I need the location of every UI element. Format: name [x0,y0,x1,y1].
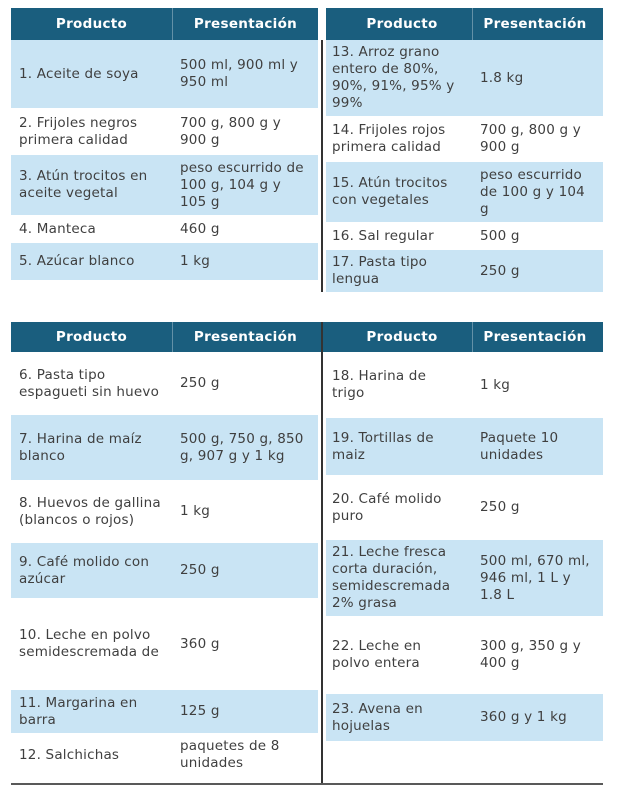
column-header-producto: Producto [366,329,438,345]
table-row [11,480,318,543]
presentation-cell: 700 g, 800 g y 900 g [480,122,581,155]
presentation-cell: paquetes de 8 unidades [180,738,280,771]
header-row [11,322,318,352]
presentation-cell: 1 kg [180,503,211,519]
table-row [11,243,318,280]
column-header-presentacion: Presentación [172,8,318,40]
table-row [326,616,603,694]
product-cell [326,741,472,783]
table-row [326,694,603,741]
table-row [326,475,603,540]
table-row [326,540,603,616]
presentation-cell: 250 g [180,375,220,391]
table-row [11,215,318,243]
product-cell: 23. Avena en hojuelas [332,700,423,734]
table-top-left-half [11,8,318,280]
presentation-cell: 250 g [480,262,520,279]
table-row [11,543,318,598]
product-cell: 7. Harina de maíz blanco [19,430,142,464]
presentation-cell: 460 g [180,220,220,237]
table-row [11,415,318,480]
header-row [11,8,318,40]
table-bottom-right-half [326,322,603,783]
price-table-bottom [11,322,603,785]
table-row [11,352,318,415]
header-row [326,322,603,352]
presentation-cell [472,741,603,783]
product-cell: 11. Margarina en barra [19,694,138,728]
table-row [11,733,318,777]
presentation-cell: peso escurrido de 100 g, 104 g y 105 g [180,159,304,210]
table-row [326,40,603,116]
presentation-cell: 250 g [180,562,220,578]
table-row [11,155,318,215]
column-header-producto: Producto [366,16,438,32]
product-cell: 2. Frijoles negros primera calidad [19,114,138,148]
table-row [11,690,318,733]
center-divider-line [321,40,323,292]
column-header-presentacion: Presentación [472,322,603,352]
table-row [11,598,318,690]
presentation-cell: 500 ml, 900 ml y 950 ml [180,57,298,90]
table-row [326,162,603,222]
product-cell: 16. Sal regular [332,227,434,244]
presentation-cell: 300 g, 350 g y 400 g [480,638,581,671]
table-row [326,418,603,475]
column-header-producto: Producto [55,329,128,345]
table-row [326,250,603,292]
presentation-cell: 500 g, 750 g, 850 g, 907 g y 1 kg [180,430,304,464]
product-cell: 14. Frijoles rojos primera calidad [332,122,446,155]
product-cell: 13. Arroz grano entero de 80%, 90%, 91%, 95% y 99% [332,44,455,111]
presentation-cell: 250 g [480,499,520,515]
presentation-cell: 1.8 kg [480,69,524,86]
product-cell: 5. Azúcar blanco [19,253,135,269]
product-cell: 21. Leche fresca corta duración, semidescremada 2% grasa [332,544,451,611]
product-cell: 18. Harina de trigo [332,368,427,401]
presentation-cell: 125 g [180,703,220,719]
presentation-cell: Paquete 10 unidades [480,429,559,463]
presentation-cell: 360 g [180,635,220,652]
table-bottom-left-half [11,322,318,777]
product-cell: 3. Atún trocitos en aceite vegetal [19,168,148,201]
product-cell: 19. Tortillas de maiz [332,429,434,463]
table-top-right-half [326,8,603,292]
product-cell: 17. Pasta tipo lengua [332,254,428,287]
presentation-cell: peso escurrido de 100 g y 104 g [480,166,585,217]
table-row [11,40,318,108]
product-cell: 1. Aceite de soya [19,65,139,82]
presentation-cell: 700 g, 800 g y 900 g [180,114,281,148]
product-cell: 8. Huevos de gallina (blancos o rojos) [19,494,161,528]
table-row [326,352,603,418]
presentation-cell: 500 g [480,227,520,244]
product-cell: 10. Leche en polvo semidescremada de [19,627,159,660]
table-row-empty-filler [326,741,603,783]
center-divider-line [321,322,323,783]
table-row [326,116,603,162]
table-row [11,108,318,155]
product-cell: 6. Pasta tipo espagueti sin huevo [19,366,160,400]
product-cell: 4. Manteca [19,220,96,237]
presentation-cell: 500 ml, 670 ml, 946 ml, 1 L y 1.8 L [480,552,590,603]
header-row [326,8,603,40]
product-cell: 20. Café molido puro [332,490,442,524]
column-header-presentacion: Presentación [172,322,318,352]
product-cell: 15. Atún trocitos con vegetales [332,175,448,208]
presentation-cell: 1 kg [480,376,511,393]
column-header-presentacion: Presentación [472,8,603,40]
price-table-top [11,8,603,292]
product-cell: 9. Café molido con azúcar [19,553,150,587]
presentation-cell: 360 g y 1 kg [480,709,567,725]
product-cell: 22. Leche en polvo entera [332,638,422,671]
product-cell: 12. Salchichas [19,746,120,763]
column-header-producto: Producto [55,16,128,32]
table-row [326,222,603,250]
presentation-cell: 1 kg [180,253,211,269]
